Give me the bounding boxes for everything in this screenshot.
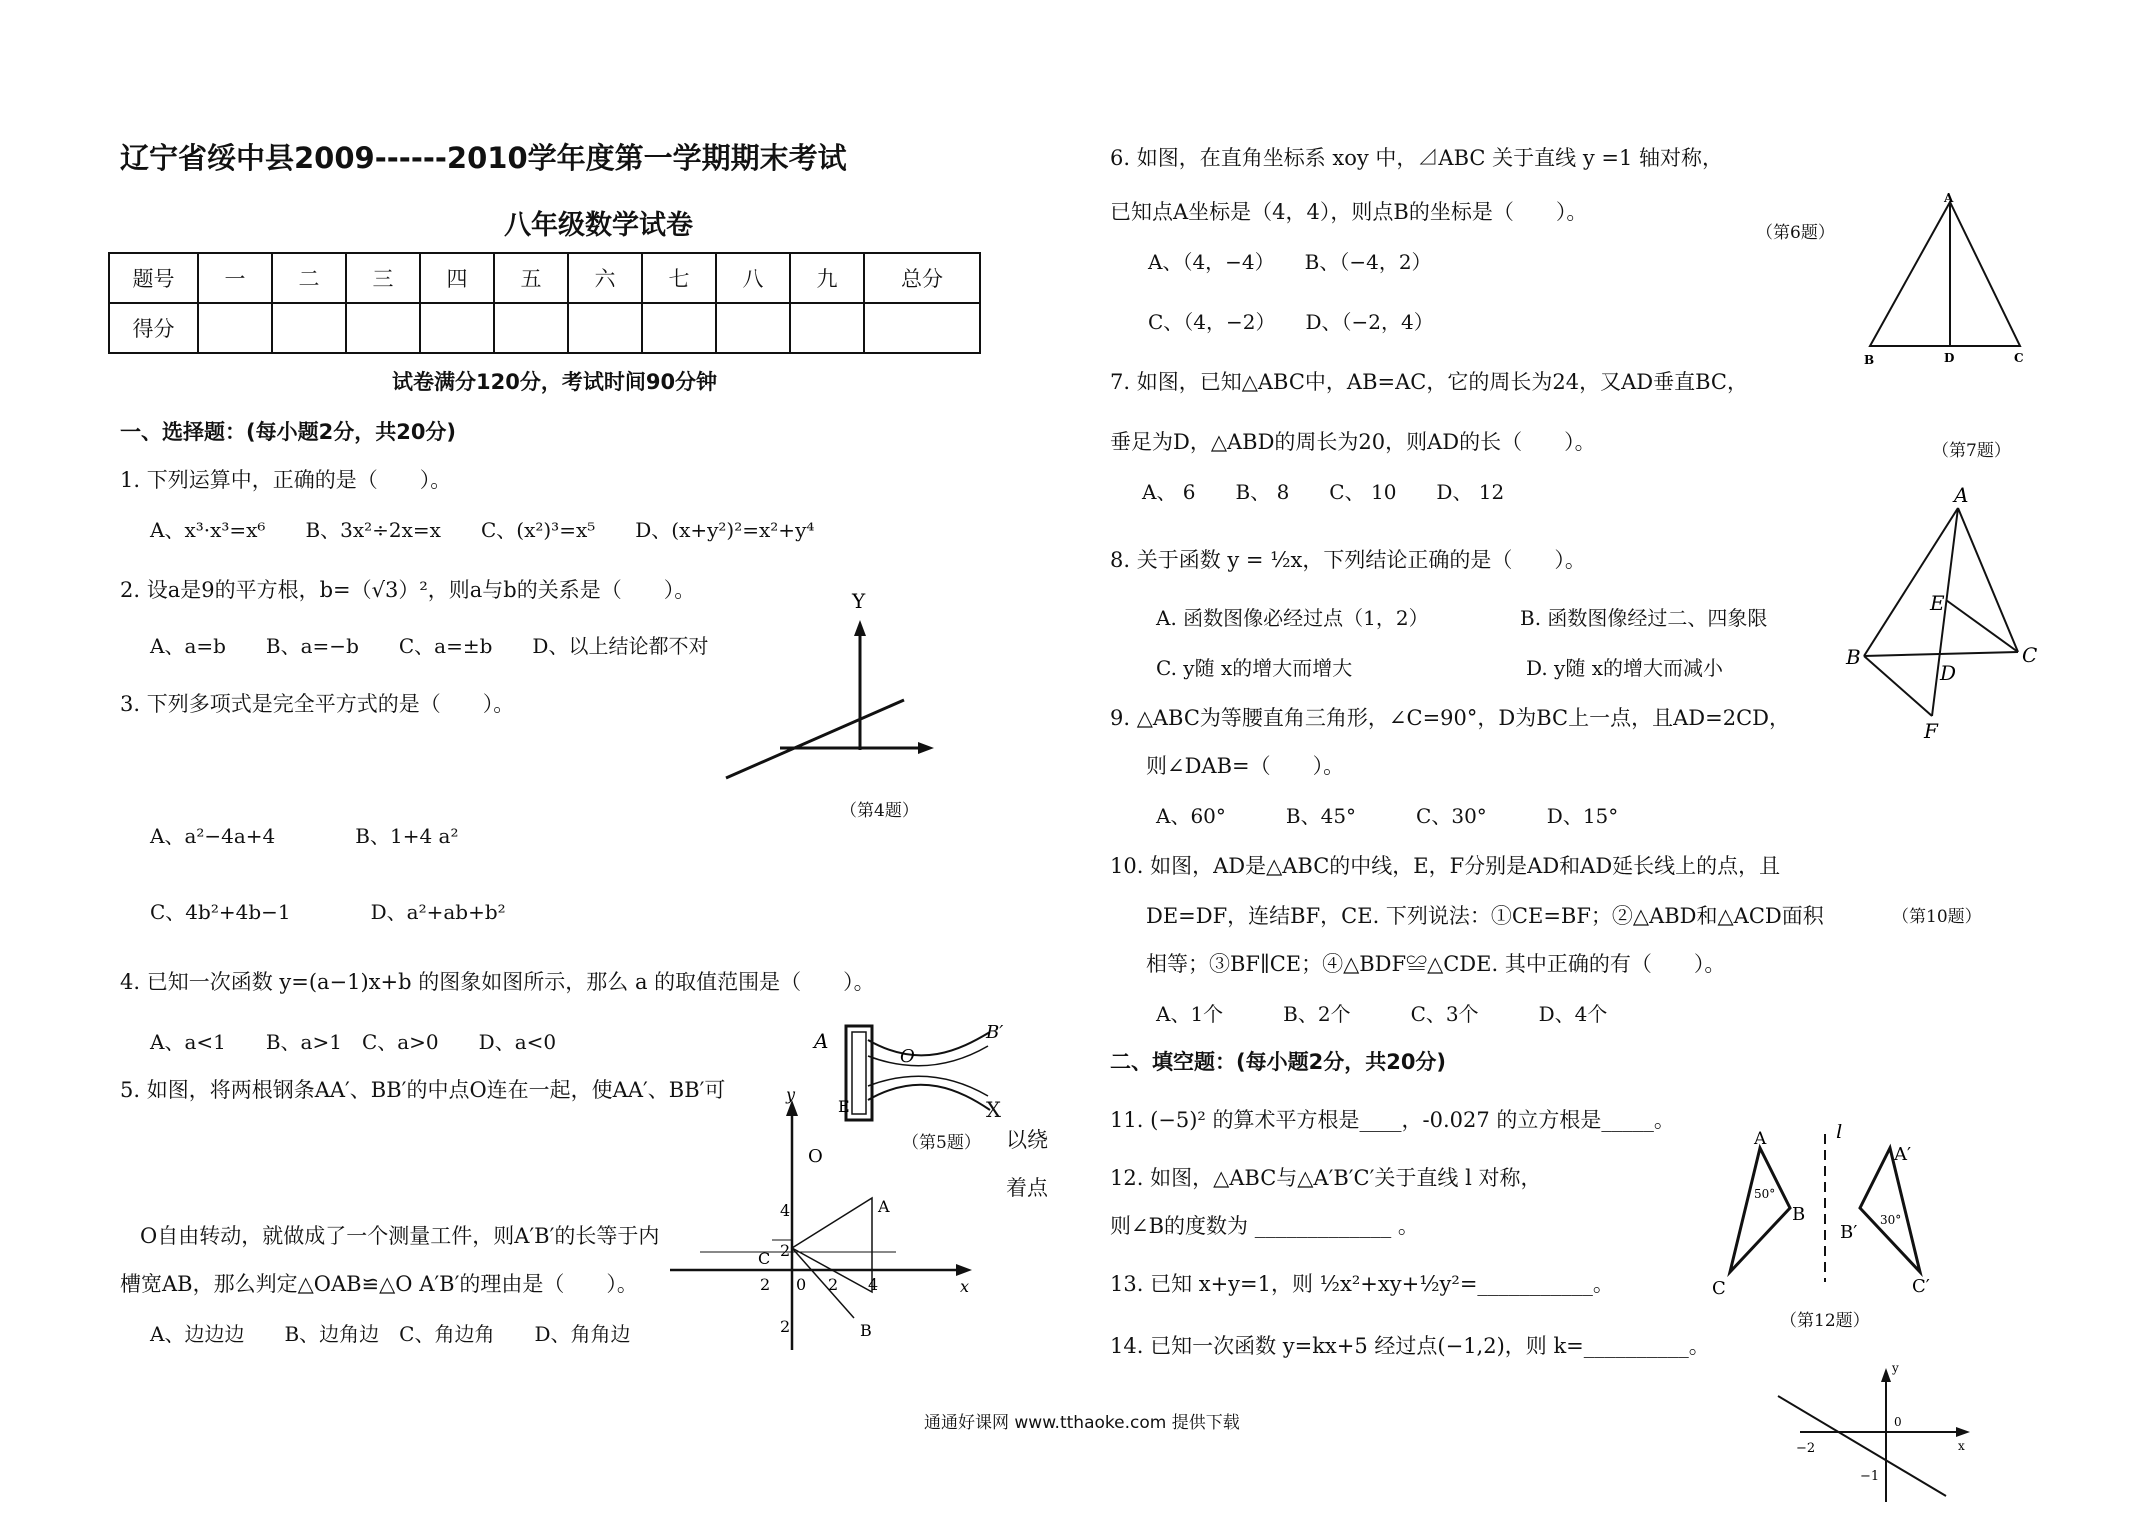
- label-origin: 0: [1894, 1415, 1902, 1429]
- label-neg1: −1: [1860, 1469, 1880, 1484]
- coord-origin: 0: [796, 1275, 807, 1294]
- label-b-prime: B′: [1840, 1222, 1858, 1243]
- q6-line2: 已知点A坐标是（4，4），则点B的坐标是（ ）。: [1110, 200, 1588, 224]
- segment-ab: [1864, 508, 1958, 656]
- fig5-label-x: X: [986, 1098, 1001, 1122]
- coord-label-x: x: [960, 1277, 970, 1296]
- q3-options-ab: A、a²−4a+4 B、1+4 a²: [150, 824, 459, 848]
- score-table-col: 八: [716, 253, 790, 303]
- q4-options: A、a<1 B、a>1 C、a>0 D、a<0: [150, 1030, 557, 1054]
- q5-side2: 着点: [1006, 1176, 1048, 1200]
- q12-line2: 则∠B的度数为 _____________ 。: [1110, 1214, 1419, 1238]
- coord-tick-neg2-y: 2: [780, 1317, 791, 1336]
- score-cell[interactable]: [642, 303, 716, 353]
- score-table-col: 六: [568, 253, 642, 303]
- score-table-header-row: [109, 253, 980, 303]
- footer-text: 通通好课网 www.tthaoke.com 提供下载: [924, 1413, 1240, 1433]
- q1-stem: 1. 下列运算中，正确的是（ ）。: [120, 468, 452, 492]
- fig5-caption: （第5题）: [902, 1133, 981, 1153]
- coord-label-y: y: [786, 1085, 796, 1104]
- q9-line1: 9. △ABC为等腰直角三角形，∠C=90°，D为BC上一点，且AD=2CD，: [1110, 706, 1790, 730]
- coord-label-a: A: [878, 1197, 890, 1216]
- q2-options: A、a=b B、a=−b C、a=±b D、以上结论都不对: [150, 634, 709, 658]
- coord-tick-neg2: 2: [760, 1275, 771, 1294]
- q10-line2: DE=DF，连结BF，CE. 下列说法：①CE=BF；②△ABD和△ACD面积: [1146, 904, 1824, 928]
- q1-options: A、x³·x³=x⁶ B、3x²÷2x=x C、(x²)³=x⁵ D、(x+y²)²=x²+y⁴: [150, 518, 815, 542]
- segment-bf: [1864, 656, 1932, 716]
- score-cell[interactable]: [864, 303, 980, 353]
- label-a-prime: A′: [1894, 1144, 1912, 1165]
- score-table-col: 一: [198, 253, 272, 303]
- label-d: D: [1944, 351, 1955, 365]
- q4-stem: 4. 已知一次函数 y=(a−1)x+b 的图象如图所示，那么 a 的取值范围是（ ）。: [120, 970, 875, 994]
- q5-options: A、边边边 B、边角边 C、角边角 D、角角边: [150, 1322, 631, 1346]
- segment-bc: [1864, 652, 2018, 656]
- label-c: C: [2022, 643, 2038, 667]
- label-e: E: [1930, 591, 1945, 615]
- coord-tick-4: 4: [780, 1201, 791, 1220]
- coord-tick-2: 2: [780, 1241, 791, 1260]
- q14: 14. 已知一次函数 y=kx+5 经过点(−1,2)，则 k=__________。: [1110, 1334, 1710, 1358]
- q8-option-b: B. 函数图像经过二、四象限: [1520, 606, 1768, 630]
- caliper-label-e: E: [838, 1097, 850, 1116]
- fig4-caption: （第4题）: [840, 801, 919, 821]
- x-axis-arrow-icon: [918, 742, 934, 754]
- fig12-caption: （第12题）: [1780, 1311, 1870, 1331]
- q12-figure: [1700, 1124, 1950, 1304]
- q8-stem: 8. 关于函数 y = ½x，下列结论正确的是（ ）。: [1110, 548, 1586, 572]
- q7-line2: 垂足为D，△ABD的周长为20，则AD的长（ ）。: [1110, 430, 1596, 454]
- q2-stem: 2. 设a是9的平方根，b=（√3）²，则a与b的关系是（ ）。: [120, 578, 696, 602]
- q6-options-cd: C、（4，−2） D、（−2，4）: [1148, 310, 1434, 334]
- score-cell[interactable]: [420, 303, 494, 353]
- q6-options-ab: A、（4，−4） B、（−4，2）: [1148, 250, 1432, 274]
- function-line: [726, 700, 904, 778]
- caliper-label-b-prime: B′: [986, 1022, 1004, 1043]
- q14-figure: [1760, 1356, 2000, 1506]
- exam-title: 辽宁省绥中县2009------2010学年度第一学期期末考试: [120, 141, 847, 175]
- q10-options: A、1个 B、2个 C、3个 D、4个: [1156, 1002, 1608, 1026]
- score-cell[interactable]: [198, 303, 272, 353]
- triangle-abc: [1870, 202, 2020, 346]
- score-cell[interactable]: [346, 303, 420, 353]
- y-axis-arrow-icon: [1881, 1368, 1891, 1382]
- label-c: C: [2014, 351, 2024, 365]
- fig7-caption: （第7题）: [1932, 441, 2011, 461]
- label-l: l: [1836, 1124, 1843, 1143]
- coord-label-b: B: [860, 1321, 872, 1340]
- triangle-abc: [1730, 1148, 1790, 1272]
- score-table: [108, 252, 981, 354]
- q12-line1: 12. 如图，△ABC与△A′B′C′关于直线 l 对称，: [1110, 1166, 1542, 1190]
- fig10-caption: （第10题）: [1892, 907, 1982, 927]
- label-b: B: [1846, 645, 1861, 669]
- exam-note: 试卷满分120分，考试时间90分钟: [392, 370, 718, 394]
- label-f: F: [1924, 719, 1938, 743]
- q7-options: A、 6 B、 8 C、 10 D、 12: [1142, 480, 1505, 504]
- q6-line1: 6. 如图，在直角坐标系 xoy 中，⊿ABC 关于直线 y =1 轴对称，: [1110, 146, 1723, 170]
- caliper-label-a: A: [814, 1029, 829, 1053]
- q10-figure: [1840, 476, 2040, 746]
- score-table-col: 五: [494, 253, 568, 303]
- label-b: B: [1864, 353, 1875, 367]
- q7-line1: 7. 如图，已知△ABC中，AB=AC，它的周长为24，又AD垂直BC，: [1110, 370, 1748, 394]
- angle-50: 50°: [1754, 1187, 1776, 1201]
- q8-option-d: D. y随 x的增大而减小: [1526, 656, 1723, 680]
- y-axis-arrow-icon: [854, 620, 866, 636]
- label-x: x: [1958, 1439, 1965, 1453]
- q5-side1: 以绕: [1006, 1128, 1048, 1152]
- score-cell[interactable]: [272, 303, 346, 353]
- q3-options-cd: C、4b²+4b−1 D、a²+ab+b²: [150, 900, 506, 924]
- q13: 13. 已知 x+y=1，则 ½x²+xy+½y²=___________。: [1110, 1272, 1614, 1296]
- q3-stem: 3. 下列多项式是完全平方式的是（ ）。: [120, 692, 515, 716]
- coord-label-o-top: O: [808, 1146, 823, 1167]
- q8-option-c: C. y随 x的增大而增大: [1156, 656, 1353, 680]
- fig6-caption: （第6题）: [1756, 223, 1835, 243]
- x-axis-arrow-icon: [1956, 1427, 1970, 1437]
- coordinate-figure: [660, 1080, 990, 1360]
- score-table-col-total: 总分: [864, 253, 980, 303]
- score-table-col: 九: [790, 253, 864, 303]
- angle-30: 30°: [1880, 1213, 1902, 1227]
- coord-x-arrow-icon: [956, 1264, 972, 1276]
- score-cell[interactable]: [716, 303, 790, 353]
- label-y: y: [1892, 1361, 1899, 1375]
- score-table-col: 七: [642, 253, 716, 303]
- label-a: A: [1954, 483, 1969, 507]
- label-d: D: [1940, 661, 1957, 685]
- section2-heading: 二、填空题：(每小题2分，共20分): [1110, 1050, 1447, 1074]
- score-table-col: 二: [272, 253, 346, 303]
- triangle-a-prime: [1860, 1148, 1920, 1272]
- q9-options: A、60° B、45° C、30° D、15°: [1156, 804, 1619, 828]
- q5-line2: O自由转动，就做成了一个测量工件，则A′B′的长等于内: [140, 1224, 660, 1248]
- q4-figure: [720, 590, 950, 820]
- label-c-prime: C′: [1912, 1276, 1930, 1297]
- q5-line3: 槽宽AB，那么判定△OAB≌△O A′B′的理由是（ ）。: [120, 1272, 638, 1296]
- q11: 11. (−5)² 的算术平方根是____，-0.027 的立方根是_____。: [1110, 1108, 1675, 1132]
- score-table-header-label: 题号: [109, 253, 198, 303]
- caliper-label-o: O: [900, 1046, 915, 1067]
- caliper-bar-upper: [868, 1032, 990, 1055]
- label-b: B: [1792, 1204, 1806, 1225]
- q6-triangle-figure: [1860, 192, 2030, 372]
- q5-line1: 5. 如图，将两根钢条AA′、BB′的中点O连在一起，使AA′、BB′可: [120, 1078, 726, 1102]
- y-axis-label: Y: [852, 590, 866, 613]
- q10-line3: 相等；③BF∥CE；④△BDF≌△CDE. 其中正确的有（ ）。: [1146, 952, 1726, 976]
- coord-tick-x2: 2: [828, 1275, 839, 1294]
- label-a: A: [1754, 1129, 1767, 1149]
- coord-label-c: C: [758, 1249, 771, 1268]
- q8-option-a: A. 函数图像必经过点（1，2）: [1156, 606, 1429, 630]
- label-neg2: −2: [1796, 1441, 1816, 1456]
- section1-heading: 一、选择题：(每小题2分，共20分): [120, 420, 457, 444]
- q10-line1: 10. 如图，AD是△ABC的中线，E，F分别是AD和AD延长线上的点，且: [1110, 854, 1781, 878]
- q9-line2: 则∠DAB=（ ）。: [1146, 754, 1345, 778]
- score-table-score-label: 得分: [109, 303, 198, 353]
- score-table-col: 四: [420, 253, 494, 303]
- coord-tick-x4: 4: [868, 1275, 879, 1294]
- score-table-col: 三: [346, 253, 420, 303]
- score-cell[interactable]: [790, 303, 864, 353]
- label-c: C: [1712, 1278, 1726, 1299]
- score-cell[interactable]: [494, 303, 568, 353]
- exam-subtitle: 八年级数学试卷: [504, 210, 693, 241]
- score-cell[interactable]: [568, 303, 642, 353]
- label-a: A: [1944, 192, 1954, 205]
- score-table-score-row: [109, 303, 980, 353]
